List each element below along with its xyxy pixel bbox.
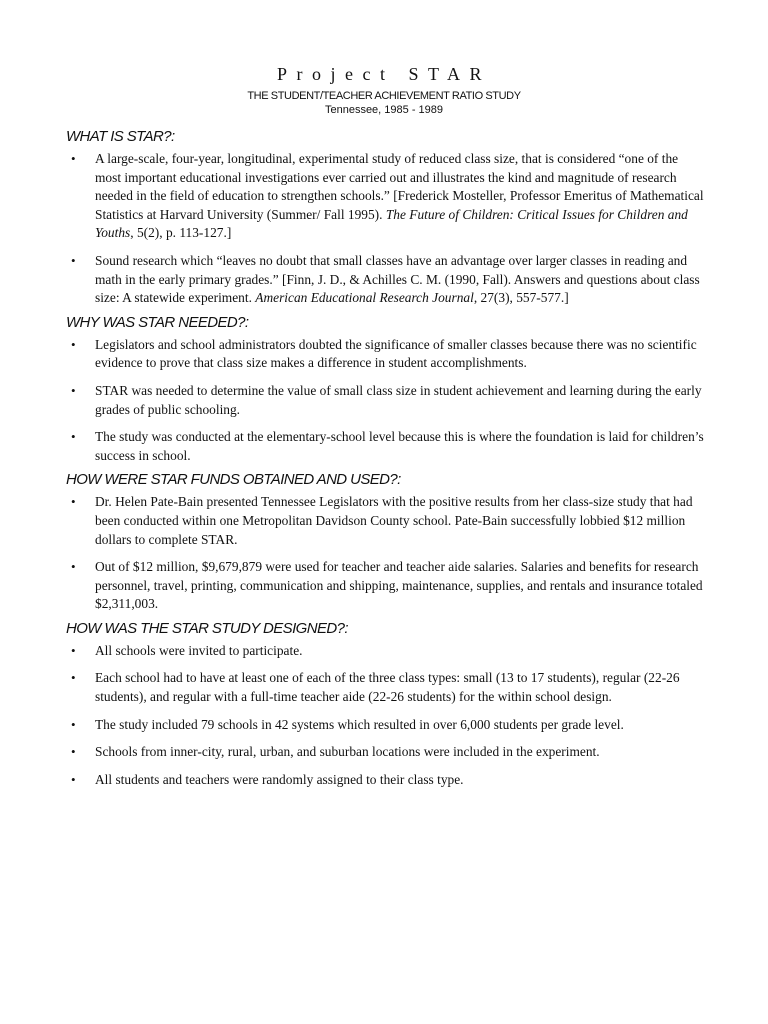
bullet-icon: • — [71, 716, 76, 732]
section-heading-study-design: HOW WAS THE STAR STUDY DESIGNED?: — [66, 619, 348, 637]
document-subtitle: THE STUDENT/TEACHER ACHIEVEMENT RATIO STUDY — [247, 90, 521, 102]
section-list-why-star-needed — [66, 336, 706, 466]
list-item — [66, 642, 706, 661]
item-text: STAR was needed to determine the value of small class size in student achievement and learning during the early grades of public schooling. — [95, 382, 702, 417]
item-text: Each school had to have at least one of each of the three class types: small (13 to 17 students), regular (22-26 students), and regular with a full-time teacher aide (22-26 students) for the within school design. — [95, 670, 680, 705]
list-item — [66, 743, 706, 762]
section-heading-why-star-needed: WHY WAS STAR NEEDED?: — [66, 313, 249, 331]
item-text: The study included 79 schools in 42 systems which resulted in over 6,000 students per grade level. — [95, 716, 624, 732]
citation-tail: , 27(3), 557-577.] — [473, 290, 569, 306]
bullet-icon: • — [71, 252, 76, 268]
item-text: Sound research which “leaves no doubt that small classes have an advantage over larger classes in reading and math in the early primary grades.” [Finn, J. D., & Achilles C. M. (1990, Fall). Answers and questions about class size: A statewide experiment. — [95, 252, 700, 306]
item-text: Dr. Helen Pate-Bain presented Tennessee Legislators with the positive results from her class-size study that had been conducted within one Metropolitan Davidson County school. Pate-Bain successfully lobbied $12 million dollars to complete STAR. — [95, 494, 693, 547]
section-heading-star-funds: HOW WERE STAR FUNDS OBTAINED AND USED?: — [66, 471, 401, 489]
list-item — [66, 336, 706, 373]
bullet-icon: • — [71, 670, 76, 686]
section-heading-what-is-star: WHAT IS STAR?: — [66, 128, 175, 145]
bullet-icon: • — [71, 429, 76, 445]
bullet-icon: • — [71, 336, 76, 352]
document-body — [66, 126, 706, 793]
document-title: Project STAR — [276, 64, 492, 84]
list-item — [66, 558, 706, 614]
section-list-star-funds — [66, 493, 706, 614]
list-item — [66, 669, 706, 706]
citation-tail: , 5(2), p. 113-127.] — [130, 225, 232, 241]
citation-title: The Future of Children: Critical Issues for Children and Youths — [95, 206, 688, 241]
bullet-icon: • — [71, 559, 76, 575]
section-list-study-design — [66, 642, 706, 790]
list-item — [66, 252, 706, 308]
bullet-icon: • — [71, 382, 76, 398]
list-item — [66, 716, 706, 735]
citation-title: American Educational Research Journal — [255, 290, 474, 306]
item-text: Legislators and school administrators doubted the significance of smaller classes because there was no scientific evidence to prove that class size makes a difference in student accomplishments. — [95, 336, 697, 371]
bullet-icon: • — [71, 494, 76, 510]
item-text: Schools from inner-city, rural, urban, and suburban locations were included in the experiment. — [95, 744, 600, 760]
item-text: Out of $12 million, $9,679,879 were used for teacher and teacher aide salaries. Salaries and benefits for research personnel, travel, printing, communication and shipping, maintenance, supplies, and rentals and insurance totaled $2,311,003. — [95, 559, 703, 612]
list-item — [66, 382, 706, 419]
item-text: A large-scale, four-year, longitudinal, experimental study of reduced class size, that is considered “one of the most important educational investigations ever carried out and illustrates the kind and magnitude of research needed in the field of education to strengthen schools.” [Frederick Mosteller, Professor Emeritus of Mathematical Statistics at Harvard University (Summer/ Fall 1995). — [95, 151, 704, 222]
item-text: All students and teachers were randomly assigned to their class type. — [95, 771, 464, 787]
document-dates: Tennessee, 1985 - 1989 — [324, 104, 444, 116]
bullet-icon: • — [71, 642, 76, 658]
section-list-what-is-star — [66, 150, 706, 308]
item-text: The study was conducted at the elementary-school level because this is where the foundation is laid for children’s success in school. — [95, 429, 704, 463]
bullet-icon: • — [71, 744, 76, 760]
item-text: All schools were invited to participate. — [95, 642, 303, 658]
list-item — [66, 493, 706, 549]
list-item — [66, 428, 706, 465]
bullet-icon: • — [71, 151, 76, 166]
list-item — [66, 150, 706, 243]
list-item — [66, 771, 706, 790]
bullet-icon: • — [71, 771, 76, 787]
